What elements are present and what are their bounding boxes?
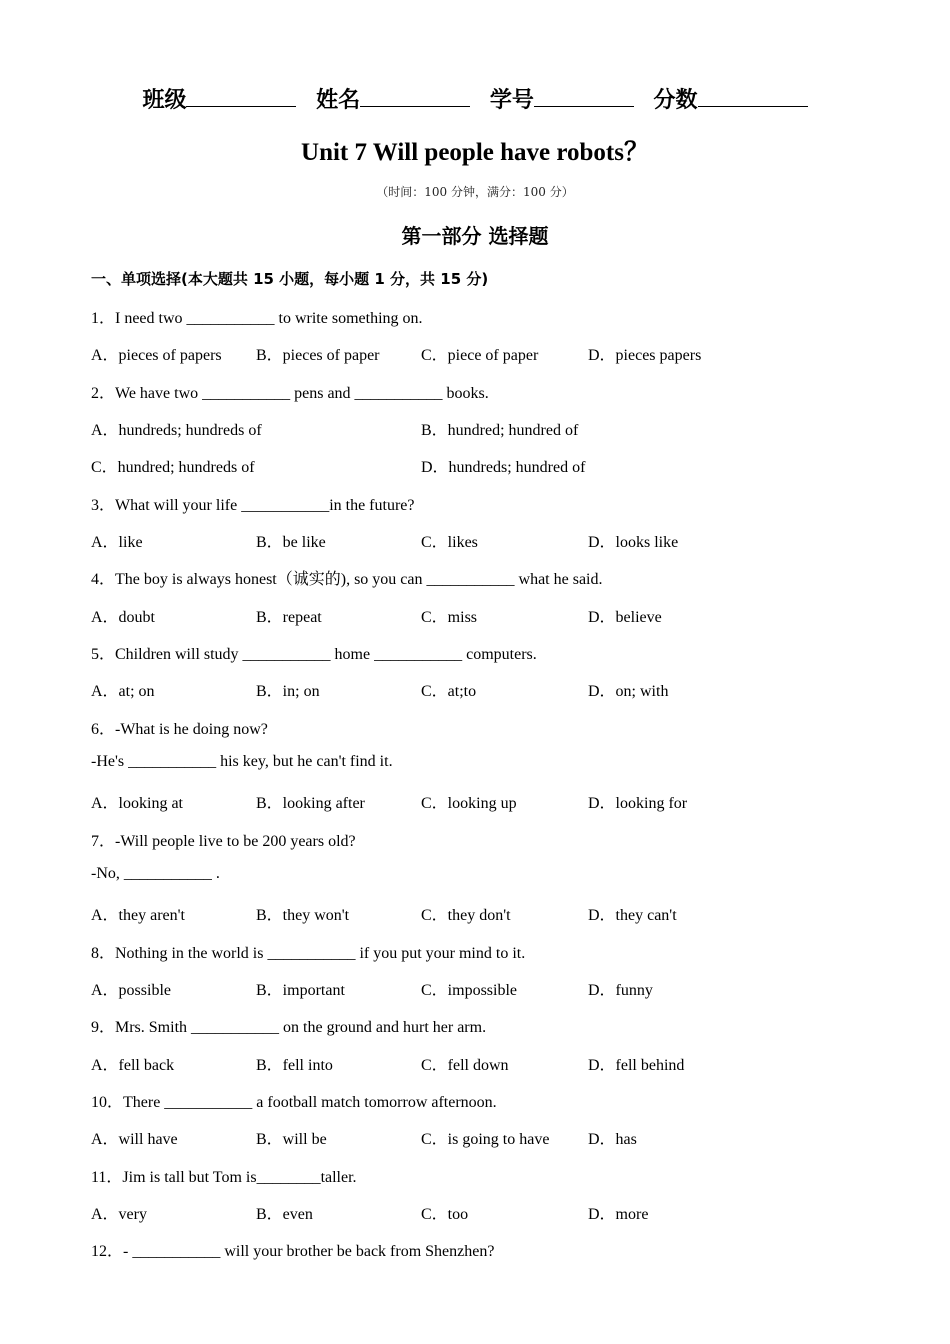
id-label: 学号 [489, 88, 534, 113]
name-label: 姓名 [316, 88, 361, 113]
option-a[interactable]: A．doubt [91, 609, 156, 626]
question-stem: 4．The boy is always honest（诚实的), so you can ___________ what he said. [91, 571, 603, 588]
option-a[interactable]: A．they aren't [91, 907, 185, 924]
id-field[interactable] [534, 82, 634, 107]
class-field[interactable] [186, 82, 296, 107]
class-label: 班级 [142, 88, 187, 113]
option-c[interactable]: C．miss [421, 609, 478, 626]
student-info-line [0, 82, 950, 114]
option-a[interactable]: A．fell back [91, 1057, 175, 1074]
option-a[interactable]: A．hundreds; hundreds of [91, 422, 262, 439]
page-title: Unit 7 Will people have robots？ [301, 139, 649, 166]
option-b[interactable]: B．pieces of paper [256, 347, 380, 364]
question-stem: 1．I need two ___________ to write something on. [91, 310, 423, 327]
section-heading: 一、单项选择(本大题共 15 小题，每小题 1 分，共 15 分) [91, 270, 489, 288]
question-stem-line2: -No, ___________ . [91, 865, 220, 882]
option-b[interactable]: B．important [256, 982, 345, 999]
question-stem: 9．Mrs. Smith ___________ on the ground and hurt her arm. [91, 1019, 487, 1036]
option-c[interactable]: C．impossible [421, 982, 518, 999]
option-c[interactable]: C．hundred; hundreds of [91, 459, 255, 476]
option-d[interactable]: D．pieces papers [588, 347, 702, 364]
option-a[interactable]: A．looking at [91, 795, 183, 812]
question-stem: 5．Children will study ___________ home ___________ computers. [91, 646, 537, 663]
question-stem: 10．There ___________ a football match tomorrow afternoon. [91, 1094, 497, 1111]
option-a[interactable]: A．at; on [91, 683, 155, 700]
option-d[interactable]: D．they can't [588, 907, 677, 924]
option-d[interactable]: D．hundreds; hundred of [421, 459, 586, 476]
exam-info: （时间：100 分钟，满分：100 分） [376, 185, 574, 199]
option-b[interactable]: B．in; on [256, 683, 320, 700]
option-c[interactable]: C．piece of paper [421, 347, 539, 364]
option-c[interactable]: C．they don't [421, 907, 511, 924]
option-a[interactable]: A．pieces of papers [91, 347, 222, 364]
option-d[interactable]: D．fell behind [588, 1057, 685, 1074]
option-d[interactable]: D．more [588, 1206, 649, 1223]
option-d[interactable]: D．looks like [588, 534, 679, 551]
score-label: 分数 [653, 88, 698, 113]
option-a[interactable]: A．possible [91, 982, 172, 999]
name-field[interactable] [360, 82, 470, 107]
question-stem: 12．- ___________ will your brother be back from Shenzhen? [91, 1243, 495, 1260]
option-c[interactable]: C．is going to have [421, 1131, 550, 1148]
option-b[interactable]: B．they won't [256, 907, 350, 924]
option-c[interactable]: C．at;to [421, 683, 477, 700]
option-b[interactable]: B．repeat [256, 609, 322, 626]
option-b[interactable]: B．be like [256, 534, 326, 551]
question-stem: 2．We have two ___________ pens and ___________ books. [91, 385, 489, 402]
question-stem: 11．Jim is tall but Tom is________taller. [91, 1169, 357, 1186]
option-b[interactable]: B．will be [256, 1131, 327, 1148]
option-a[interactable]: A．very [91, 1206, 147, 1223]
part-heading: 第一部分 选择题 [401, 224, 549, 248]
score-field[interactable] [698, 82, 808, 107]
option-c[interactable]: C．likes [421, 534, 478, 551]
option-d[interactable]: D．believe [588, 609, 662, 626]
option-d[interactable]: D．has [588, 1131, 637, 1148]
option-b[interactable]: B．even [256, 1206, 313, 1223]
question-stem: 8．Nothing in the world is ___________ if you put your mind to it. [91, 945, 526, 962]
question-stem: 6．-What is he doing now? [91, 721, 268, 738]
question-stem: 3．What will your life ___________in the future? [91, 497, 415, 514]
question-stem: 7．-Will people live to be 200 years old? [91, 833, 356, 850]
option-b[interactable]: B．looking after [256, 795, 365, 812]
option-c[interactable]: C．looking up [421, 795, 517, 812]
option-d[interactable]: D．funny [588, 982, 653, 999]
option-d[interactable]: D．looking for [588, 795, 688, 812]
option-c[interactable]: C．too [421, 1206, 469, 1223]
option-a[interactable]: A．like [91, 534, 143, 551]
option-c[interactable]: C．fell down [421, 1057, 509, 1074]
option-a[interactable]: A．will have [91, 1131, 178, 1148]
option-b[interactable]: B．fell into [256, 1057, 333, 1074]
option-d[interactable]: D．on; with [588, 683, 669, 700]
question-stem-line2: -He's ___________ his key, but he can't find it. [91, 753, 393, 770]
option-b[interactable]: B．hundred; hundred of [421, 422, 579, 439]
